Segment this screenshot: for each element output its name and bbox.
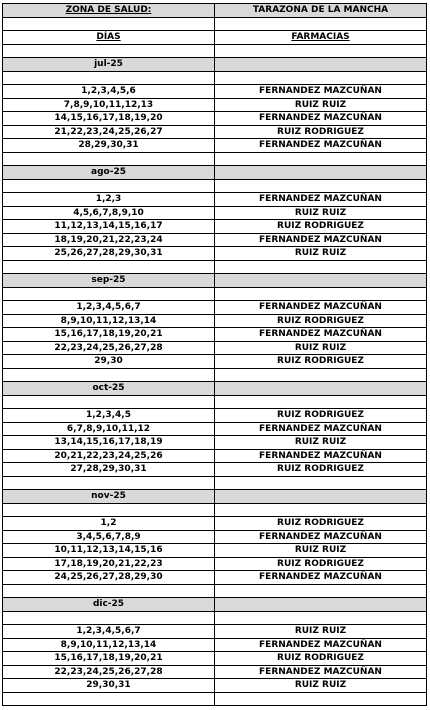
days-cell: 28,29,30,31: [3, 139, 215, 153]
days-cell: 1,2,3,4,5,6: [3, 85, 215, 99]
days-cell: 7,8,9,10,11,12,13: [3, 98, 215, 112]
days-cell: 21,22,23,24,25,26,27: [3, 125, 215, 139]
days-cell: 22,23,24,25,26,27,28: [3, 665, 215, 679]
days-cell: 1,2: [3, 517, 215, 531]
pharmacy-cell: RUIZ RUIZ: [215, 247, 427, 261]
header-row: [3, 4, 427, 18]
table-row: [3, 625, 427, 639]
pharmacy-cell: RUIZ RODRIGUEZ: [215, 125, 427, 139]
spacer-row: [3, 476, 427, 490]
spacer-row: [3, 152, 427, 166]
pharmacy-cell: FERNANDEZ MAZCUÑAN: [215, 530, 427, 544]
days-cell: 1,2,3,4,5,6,7: [3, 301, 215, 315]
pharmacy-cell: RUIZ RUIZ: [215, 341, 427, 355]
days-cell: 6,7,8,9,10,11,12: [3, 422, 215, 436]
pharmacy-cell: FERNANDEZ MAZCUÑAN: [215, 112, 427, 126]
table-row: [3, 422, 427, 436]
month-name: oct-25: [3, 382, 215, 396]
table-row: [3, 301, 427, 315]
pharmacy-cell: FERNANDEZ MAZCUÑAN: [215, 193, 427, 207]
days-cell: 8,9,10,11,12,13,14: [3, 314, 215, 328]
table-row: [3, 112, 427, 126]
pharmacy-cell: RUIZ RODRIGUEZ: [215, 220, 427, 234]
table-row: [3, 314, 427, 328]
table-row: [3, 233, 427, 247]
days-cell: 17,18,19,20,21,22,23: [3, 557, 215, 571]
zona-label: ZONA DE SALUD:: [3, 4, 215, 18]
month-row: [3, 490, 427, 504]
days-cell: 4,5,6,7,8,9,10: [3, 206, 215, 220]
days-cell: 14,15,16,17,18,19,20: [3, 112, 215, 126]
table-row: [3, 544, 427, 558]
table-row: [3, 98, 427, 112]
table-row: [3, 463, 427, 477]
table-row: [3, 355, 427, 369]
table-row: [3, 139, 427, 153]
pharmacy-cell: RUIZ RUIZ: [215, 98, 427, 112]
month-name: nov-25: [3, 490, 215, 504]
table-row: [3, 517, 427, 531]
column-header-row: [3, 31, 427, 45]
days-cell: 10,11,12,13,14,15,16: [3, 544, 215, 558]
month-row: [3, 166, 427, 180]
days-cell: 18,19,20,21,22,23,24: [3, 233, 215, 247]
spacer-row: [3, 287, 427, 301]
spacer-row: [3, 584, 427, 598]
table-row: [3, 206, 427, 220]
spacer-row: [3, 17, 427, 31]
pharmacy-cell: FERNANDEZ MAZCUÑAN: [215, 449, 427, 463]
table-row: [3, 193, 427, 207]
days-cell: 3,4,5,6,7,8,9: [3, 530, 215, 544]
pharmacy-cell: RUIZ RODRIGUEZ: [215, 314, 427, 328]
spacer-row: [3, 611, 427, 625]
table-row: [3, 341, 427, 355]
table-row: [3, 247, 427, 261]
pharmacy-cell: RUIZ RODRIGUEZ: [215, 355, 427, 369]
days-cell: 1,2,3,4,5: [3, 409, 215, 423]
pharmacy-cell: FERNANDEZ MAZCUÑAN: [215, 328, 427, 342]
column-header-days: DÍAS: [3, 31, 215, 45]
days-cell: 1,2,3: [3, 193, 215, 207]
table-row: [3, 436, 427, 450]
pharmacy-cell: FERNANDEZ MAZCUÑAN: [215, 85, 427, 99]
column-header-pharmacies: FARMACIAS: [215, 31, 427, 45]
table-row: [3, 665, 427, 679]
days-cell: 29,30: [3, 355, 215, 369]
pharmacy-cell: FERNANDEZ MAZCUÑAN: [215, 638, 427, 652]
spacer-row: [3, 503, 427, 517]
days-cell: 8,9,10,11,12,13,14: [3, 638, 215, 652]
spacer-row: [3, 260, 427, 274]
days-cell: 24,25,26,27,28,29,30: [3, 571, 215, 585]
spacer-row: [3, 692, 427, 706]
days-cell: 25,26,27,28,29,30,31: [3, 247, 215, 261]
days-cell: 22,23,24,25,26,27,28: [3, 341, 215, 355]
days-cell: 1,2,3,4,5,6,7: [3, 625, 215, 639]
pharmacy-cell: RUIZ RODRIGUEZ: [215, 463, 427, 477]
pharmacy-cell: RUIZ RODRIGUEZ: [215, 652, 427, 666]
pharmacy-cell: RUIZ RODRIGUEZ: [215, 409, 427, 423]
spacer-row: [3, 368, 427, 382]
table-row: [3, 220, 427, 234]
pharmacy-cell: FERNANDEZ MAZCUÑAN: [215, 665, 427, 679]
days-cell: 11,12,13,14,15,16,17: [3, 220, 215, 234]
zona-value: TARAZONA DE LA MANCHA: [215, 4, 427, 18]
table-body: [3, 4, 427, 706]
days-cell: 29,30,31: [3, 679, 215, 693]
month-name: sep-25: [3, 274, 215, 288]
days-cell: 15,16,17,18,19,20,21: [3, 652, 215, 666]
pharmacy-cell: RUIZ RUIZ: [215, 544, 427, 558]
days-cell: 15,16,17,18,19,20,21: [3, 328, 215, 342]
pharmacy-cell: RUIZ RUIZ: [215, 625, 427, 639]
pharmacy-cell: FERNANDEZ MAZCUÑAN: [215, 233, 427, 247]
spacer-row: [3, 179, 427, 193]
month-name: ago-25: [3, 166, 215, 180]
spacer-row: [3, 395, 427, 409]
pharmacy-cell: FERNANDEZ MAZCUÑAN: [215, 139, 427, 153]
pharmacy-cell: FERNANDEZ MAZCUÑAN: [215, 301, 427, 315]
table-row: [3, 679, 427, 693]
pharmacy-cell: RUIZ RODRIGUEZ: [215, 557, 427, 571]
pharmacy-cell: RUIZ RUIZ: [215, 679, 427, 693]
month-name: jul-25: [3, 58, 215, 72]
pharmacy-cell: RUIZ RUIZ: [215, 206, 427, 220]
days-cell: 13,14,15,16,17,18,19: [3, 436, 215, 450]
table-row: [3, 328, 427, 342]
table-row: [3, 449, 427, 463]
pharmacy-cell: FERNANDEZ MAZCUÑAN: [215, 422, 427, 436]
month-row: [3, 382, 427, 396]
days-cell: 20,21,22,23,24,25,26: [3, 449, 215, 463]
month-row: [3, 58, 427, 72]
days-cell: 27,28,29,30,31: [3, 463, 215, 477]
table-row: [3, 125, 427, 139]
month-row: [3, 598, 427, 612]
table-row: [3, 557, 427, 571]
table-row: [3, 409, 427, 423]
table-row: [3, 638, 427, 652]
table-row: [3, 571, 427, 585]
pharmacy-duty-table: [2, 3, 427, 706]
table-row: [3, 652, 427, 666]
month-row: [3, 274, 427, 288]
month-name: dic-25: [3, 598, 215, 612]
spacer-row: [3, 71, 427, 85]
pharmacy-cell: RUIZ RODRIGUEZ: [215, 517, 427, 531]
table-row: [3, 85, 427, 99]
table-row: [3, 530, 427, 544]
pharmacy-cell: FERNANDEZ MAZCUÑAN: [215, 571, 427, 585]
spacer-row: [3, 44, 427, 58]
pharmacy-cell: RUIZ RUIZ: [215, 436, 427, 450]
